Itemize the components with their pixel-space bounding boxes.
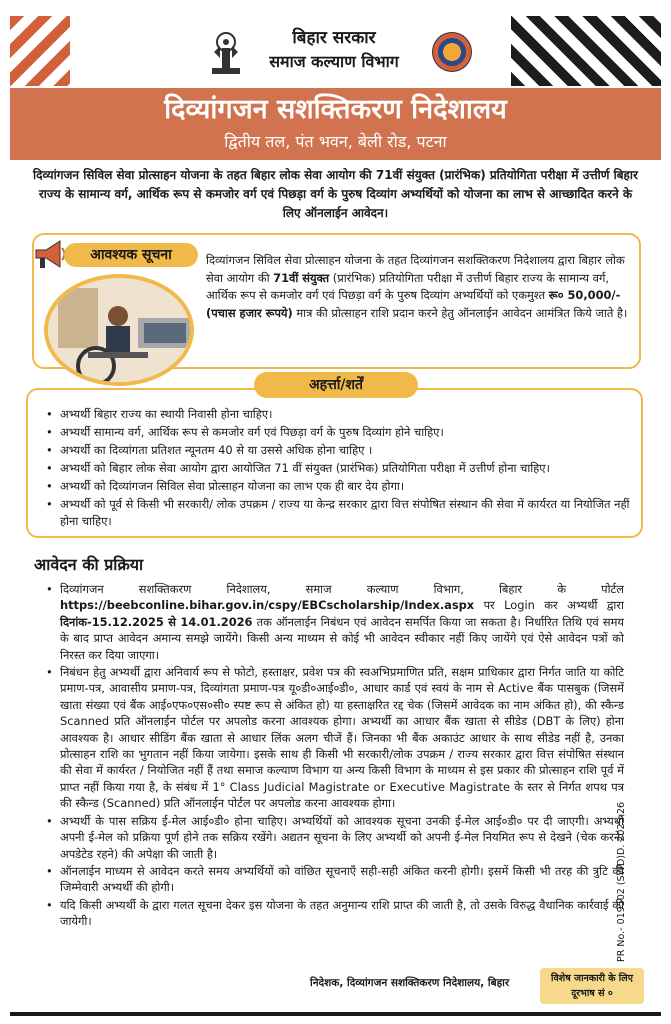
department-name	[254, 26, 414, 74]
condition-item: • अभ्यर्थी का दिव्यांगता प्रतिशत न्यूनतम 40 से या उससे अधिक होना चाहिए ।	[46, 442, 636, 459]
bottom-divider	[10, 1012, 661, 1016]
process-item	[46, 581, 624, 663]
conditions-title: अहर्त्ता/शर्तें	[254, 372, 418, 398]
condition-item: • अभ्यर्थी बिहार राज्य का स्थायी निवासी होना चाहिए।	[46, 406, 636, 423]
condition-item: • अभ्यर्थी को बिहार लोक सेवा आयोग द्वारा आयोजित 71 वीं संयुक्त (प्रारंभिक) प्रतियोगिता परीक्षा में उत्तीर्ण होना चाहिए।	[46, 460, 636, 477]
department-logo-icon	[432, 32, 472, 72]
contact-line1: विशेष जानकारी के लिए	[551, 973, 633, 984]
condition-item: • अभ्यर्थी को दिव्यांगजन सिविल सेवा प्रोत्साहन योजना का लाभ एक ही बार देय होगा।	[46, 478, 636, 495]
process-item: • ऑनलाईन माध्यम से आवेदन करते समय अभ्यर्थियों को वांछित सूचनाएँ सही-सही अंकित करनी होगी। इसमें किसी भी तरह की त्रुटि की जिम्मेवारी अभ्यर्थी की होगी।	[46, 863, 624, 896]
process-item1-c: तक ऑनलाईन निबंधन एवं आवेदन समर्पित किया जा सकता है। निर्धारित तिथि एवं समय के बाद प्राप्त आवेदन अमान्य समझे जायेंगे। किसी अन्य माध्यम से कोई भी आवेदन स्वीकार नहीं किए जायेंगे एवं ऐसे आवेदन पत्रों को निरस्त कर दिया जाएगा।	[60, 614, 624, 662]
application-dates: दिनांक-15.12.2025 से 14.01.2026	[60, 614, 253, 629]
notice-text-a: दिव्यांगजन सिविल सेवा प्रोत्साहन योजना के तहत दिव्यांगजन सशक्तिकरण निदेशालय द्वारा बिहार लोक सेवा आयोग की	[206, 253, 625, 285]
page-title: दिव्यांगजन सशक्तिकरण निदेशालय	[164, 94, 507, 125]
title-banner	[10, 88, 661, 160]
notice-text-c: (प्रारंभिक) प्रतियोगिता परीक्षा में उत्तीर्ण बिहार राज्य के सामान्य वर्ग, आर्थिक रूप से कमजोर वर्ग एवं पिछड़ा वर्ग के पुरुष दिव्यांग अभ्यर्थियों को एकमुश्त	[206, 270, 609, 302]
pr-number: PR No.- 019502 (SWD)D. 2025-26	[616, 801, 627, 962]
condition-item: • अभ्यर्थी सामान्य वर्ग, आर्थिक रूप से कमजोर वर्ग एवं पिछड़ा वर्ग के पुरुष दिव्यांग होने चाहिए।	[46, 424, 636, 441]
notice-exam-number: 71वीं संयुक्त	[273, 270, 330, 285]
header	[10, 16, 661, 86]
portal-link[interactable]: https://beebconline.bihar.gov.in/cspy/EBCscholarship/Index.aspx	[60, 598, 475, 613]
candidate-photo	[44, 274, 194, 386]
notice-tag: आवश्यक सूचना	[64, 243, 198, 267]
notice-text	[206, 252, 630, 322]
state-emblem-icon	[206, 28, 246, 78]
conditions-list	[46, 406, 636, 531]
megaphone-icon	[32, 236, 68, 272]
process-title: आवेदन की प्रक्रिया	[34, 555, 144, 574]
dept-line1: बिहार सरकार	[292, 28, 376, 48]
dept-line2: समाज कल्याण विभाग	[269, 52, 399, 71]
advertisement-page	[10, 16, 661, 1016]
decorative-stripes-left	[10, 16, 70, 86]
decorative-stripes-right	[511, 16, 661, 86]
footer-signature: निदेशक, दिव्यांगजन सशक्तिकरण निदेशालय, बिहार	[310, 977, 510, 989]
notice-amount: रू० 50,000/- (पचास हजार रूपये)	[206, 288, 621, 320]
process-item1-a: दिव्यांगजन सशक्तिकरण निदेशालय, समाज कल्याण विभाग, बिहार के पोर्टल	[60, 582, 624, 596]
process-list	[46, 581, 624, 931]
intro-paragraph: दिव्यांगजन सिविल सेवा प्रोत्साहन योजना के तहत बिहार लोक सेवा आयोग की 71वीं संयुक्त (प्रारंभिक) प्रतियोगिता परीक्षा में उत्तीर्ण बिहार राज्य के सामान्य वर्ग, आर्थिक रूप से कमजोर वर्ग एवं पिछड़ा वर्ग के पुरुष दिव्यांग अभ्यर्थियों को योजना का लाभ से आच्छादित करने के लिए ऑनलाईन आवेदन।	[33, 168, 638, 220]
process-item: • अभ्यर्थी के पास सक्रिय ई-मेल आई०डी० होना चाहिए। अभ्यर्थियों को आवश्यक सूचना उनकी ई-मेल आई०डी० पर दी जाएगी। अभ्यर्थी अपनी ई-मेल को प्रक्रिया पूर्ण होने तक सक्रिय रखेंगे। अद्यतन सूचना के लिए अभ्यर्थी को अपनी ई-मेल नियमित रूप से देखने (चेक करने/अपडेटेड रहने) की अपेक्षा की जाती है।	[46, 813, 624, 862]
process-item1-b: पर Login कर अभ्यर्थी द्वारा	[474, 598, 624, 613]
office-address: द्वितीय तल, पंत भवन, बेली रोड, पटना	[224, 132, 447, 151]
notice-text-e: मात्र की प्रोत्साहन राशि प्रदान करने हेतु ऑनलाईन आवेदन आमंत्रित किये जाते है।	[292, 305, 628, 320]
process-item: • निबंधन हेतु अभ्यर्थी द्वारा अनिवार्य रूप से फोटो, हस्ताक्षर, प्रवेश पत्र की स्वअभिप्रमाणित प्रति, सक्षम प्राधिकार द्वारा निर्गत जाति या कोटि प्रमाण-पत्र, आवासीय प्रमाण-पत्र, दिव्यांगता प्रमाण-पत्र यू०डी०आई०डी०, आधार कार्ड एवं स्वयं के नाम से Active बैंक पासबुक (जिसमें खाता संख्या एवं बैंक आई०एफ०एस०सी० स्पष्ट रूप से अंकित हो) या हस्ताक्षरित रद्द चेक (जिसमें आवेदक का नाम अंकित हो), की स्कैन्ड Scanned प्रति ऑनलाईन पोर्टल पर अपलोड करना आवश्यक होगा। अभ्यर्थी का आधार बैंक खाता से सीडेड (DBT के लिए) होना आवश्यक है। आधार सीडिंग बैंक खाता से आधार लिंक अलग चीजें हैं। जिनका भी बैंक अकाउंट आधार के साथ सीडेड नहीं है, उनका प्रोत्साहन राशि का भुगतान नहीं किया जायेगा। इसके साथ ही किसी भी सरकारी/लोक उपक्रम / राज्य सरकार द्वारा वित्त संपोषित संस्थान की सेवा में कार्यरत / नियोजित नहीं हैं तथा समाज कल्याण विभाग या अन्य किसी विभाग के माध्यम से इस प्रकार की प्रोत्साहन राशि पूर्व में प्राप्त नहीं किया गया है, के संबंध में 1° Class Judicial Magistrate or Executive Magistrate के स्तर से निर्गत शपथ पत्र की स्कैन्ड (Scanned) प्रति ऑनलाईन पोर्टल पर अपलोड करना आवश्यक होगा।	[46, 664, 624, 812]
condition-item: • अभ्यर्थी को पूर्व से किसी भी सरकारी/ लोक उपक्रम / राज्य या केन्द्र सरकार द्वारा वित्त संपोषित संस्थान की सेवा में कार्यरत या नियोजित नहीं होना चाहिए।	[46, 496, 636, 529]
contact-box	[540, 968, 644, 1004]
contact-line2: दूरभाष सं ०	[571, 988, 613, 999]
process-item: • यदि किसी अभ्यर्थी के द्वारा गलत सूचना देकर इस योजना के तहत अनुमान्य राशि प्राप्त की जाती है, तो उसके विरुद्ध वैधानिक कार्रवाई की जायेगी।	[46, 897, 624, 930]
